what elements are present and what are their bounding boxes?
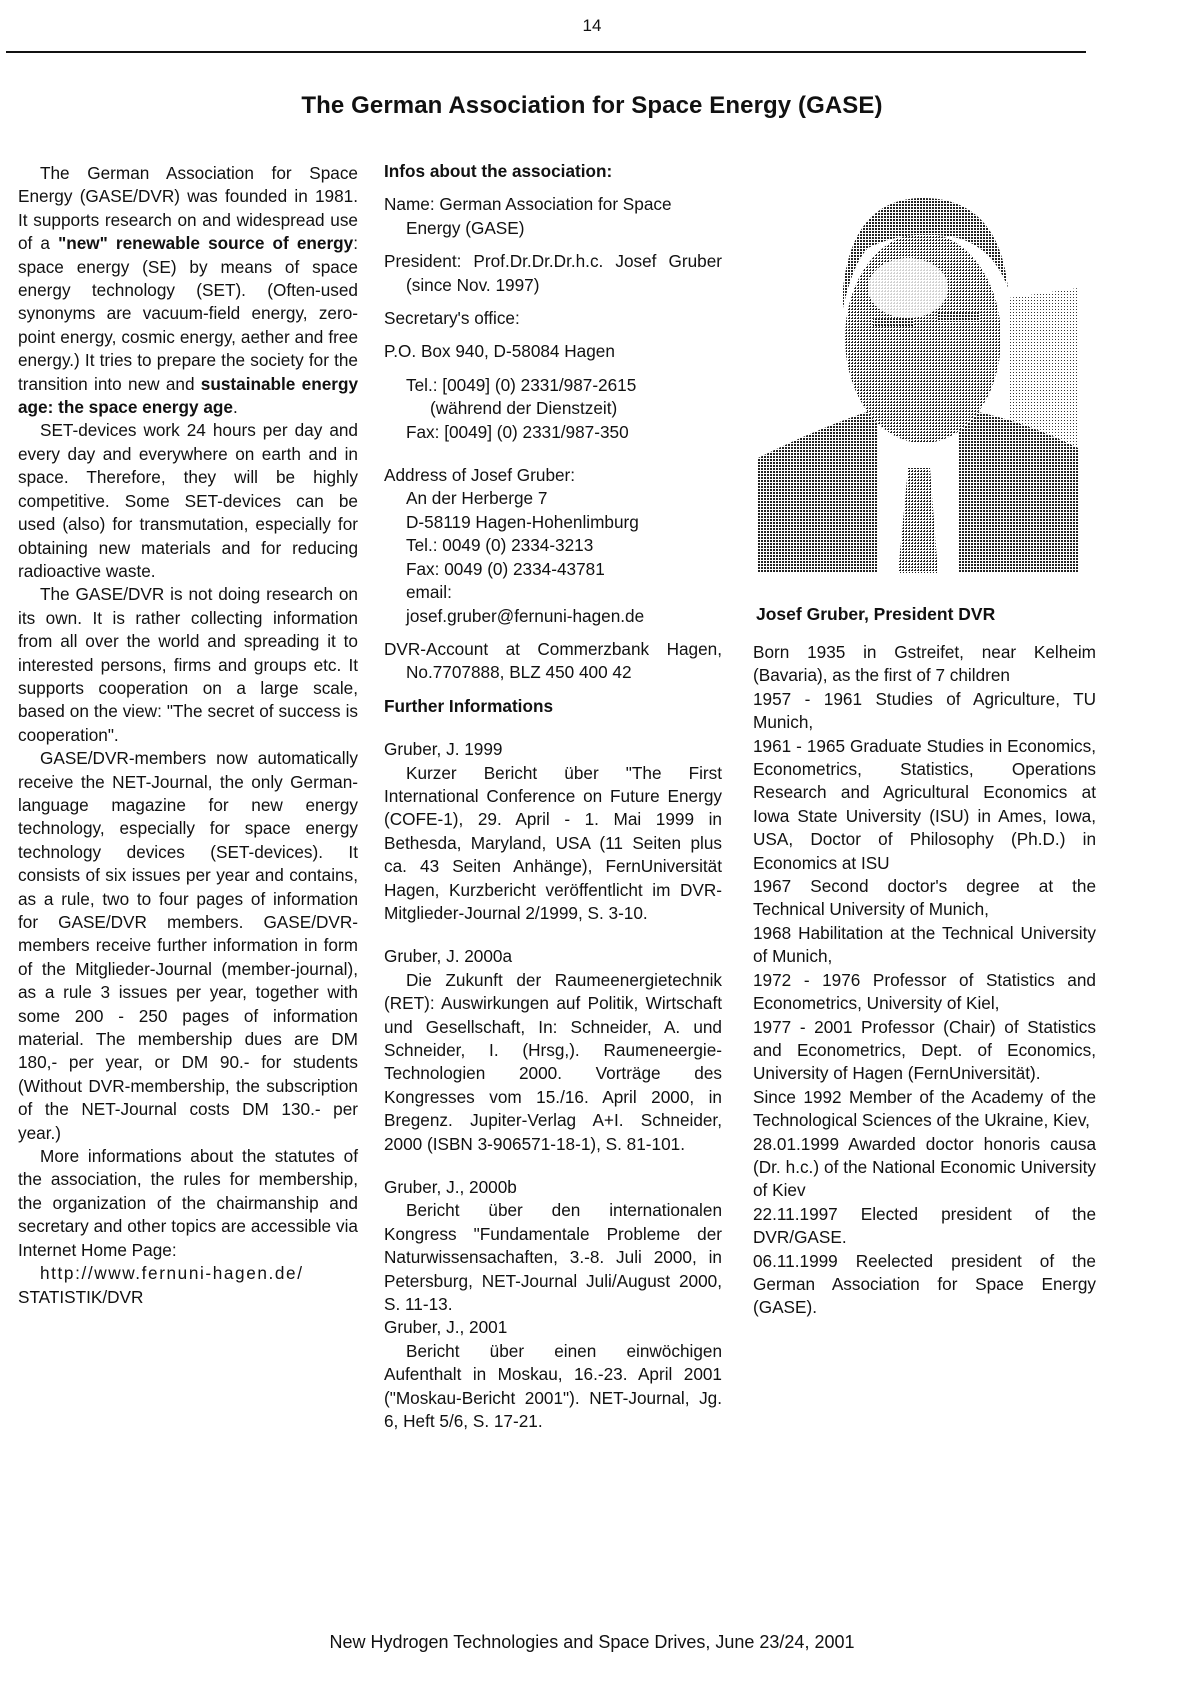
bio-entry: Since 1992 Member of the Academy of the Technological Sciences of the Ukraine, Kiev, bbox=[753, 1086, 1096, 1131]
members-paragraph: GASE/DVR-members now automatically receive the NET-Journal, the only German-language magazine for new energy technology, especially for space energy technology devices (SET-devices). It consists of six issues per year and contains, as a rule, two to four pages of information for GASE/DVR members. GASE/DVR-members receive further information in form of the Mitglieder-Journal (member-journal), as a rule 3 issues per year, together with some 200 - 250 pages of information material. The membership dues are DM 180,- per year, or DM 90.- for students (Without DVR-membership, the subscription of the NET-Journal costs DM 130.- per year.) bbox=[18, 748, 358, 1143]
address-city: D-58119 Hagen-Hohenlimburg bbox=[406, 511, 639, 532]
email-link[interactable]: josef.gruber@fernuni-hagen.de bbox=[406, 605, 645, 626]
photo-caption: Josef Gruber, President DVR bbox=[756, 604, 996, 624]
reference-text: Die Zukunft der Raumeenergietechnik (RET): Auswirkungen auf Politik, Wirtschaft und Gesellschaft, In: Schneider, A. und Schneider, I. (Hrsg,). Raumeneergie-Technologien 2000. Vorträge des Kongresses vom 15./16. April 2000, in Bregenz. Jupiter-Verlag A+I. Schneider, 2000 (ISBN 3-906571-18-1), S. 81-101. bbox=[384, 969, 722, 1154]
bio-entry: 06.11.1999 Reelected president of the German Association for Space Energy (GASE). bbox=[753, 1250, 1096, 1318]
page-title: The German Association for Space Energy (GASE) bbox=[301, 92, 883, 119]
research-paragraph: The GASE/DVR is not doing research on its own. It is rather collecting information from all over the world and spreading it to interested persons, firms and groups etc. It supports cooperation on a large scale, based on the view: "The secret of success is cooperation". bbox=[18, 584, 358, 745]
reference-text: Bericht über den internationalen Kongress "Fundamentale Probleme der Naturwissensachaften, 3.-8. Juli 2000, in Petersburg, NET-Journal Juli/August 2000, S. 11-13. bbox=[384, 1200, 722, 1315]
reference-author: Gruber, J., 2000b bbox=[384, 1177, 517, 1198]
intro-paragraph bbox=[18, 162, 358, 419]
bio-entry: 1957 - 1961 Studies of Agriculture, TU Munich, bbox=[753, 688, 1096, 733]
intro-bold-sustainable: sustainable energy age: the space energy age bbox=[18, 373, 359, 418]
reference-author: Gruber, J. 2000a bbox=[384, 946, 513, 967]
bio-entry: 28.01.1999 Awarded doctor honoris causa (Dr. h.c.) of the National Economic University of Kiev bbox=[753, 1133, 1096, 1201]
reference-text: Kurzer Bericht über "The First International Conference on Future Energy (COFE-1), 29. April - 1. Mai 1999 in Bethesda, Maryland, USA (11 Seiten plus ca. 43 Seiten Anhänge), FernUniversität Hagen, Kurzbericht veröffentlicht im DVR-Mitglieder-Journal 2/1999, S. 3-10. bbox=[384, 762, 722, 923]
office-tel: Tel.: [0049] (0) 2331/987-2615 bbox=[406, 374, 637, 395]
intro-text-a: The German Association for Space Energy (GASE/DVR) was founded in 1981. It supports research on and widespread use of a bbox=[18, 163, 358, 254]
bio-entry: Born 1935 in Gstreifet, near Kelheim (Bavaria), as the first of 7 children bbox=[753, 642, 1096, 686]
further-info-heading: Further Informations bbox=[384, 695, 554, 716]
homepage-url-line2[interactable]: STATISTIK/DVR bbox=[18, 1286, 144, 1307]
intro-bold-renewable: "new" renewable source of energy bbox=[58, 233, 354, 254]
bank-account: DVR-Account at Commerzbank Hagen, No.7707888, BLZ 450 400 42 bbox=[384, 638, 722, 683]
bio-entry: 1967 Second doctor's degree at the Technical University of Munich, bbox=[753, 876, 1096, 920]
email-label: email: bbox=[406, 582, 452, 603]
portrait-photo bbox=[758, 168, 1078, 573]
association-name: Name: German Association for Space Energy (GASE) bbox=[384, 194, 672, 238]
office-fax: Fax: [0049] (0) 2331/987-350 bbox=[406, 421, 629, 442]
reference-text: Bericht über einen einwöchigen Aufenthalt in Moskau, 16.-23. April 2001 ("Moskau-Bericht 2001"). NET-Journal, Jg. 6, Heft 5/6, S. 17-21. bbox=[384, 1340, 722, 1432]
homepage-url-line1[interactable]: http://www.fernuni-hagen.de/ bbox=[40, 1263, 304, 1284]
reference-author: Gruber, J. 1999 bbox=[384, 739, 503, 760]
address-street: An der Herberge 7 bbox=[406, 488, 548, 509]
more-info-paragraph: More informations about the statutes of the association, the rules for membership, the organization of the chairmanship and secretary and other topics are accessible via Internet Home Page: bbox=[18, 1146, 358, 1260]
association-president: President: Prof.Dr.Dr.Dr.h.c. Josef Gruber (since Nov. 1997) bbox=[384, 251, 722, 295]
page-footer: New Hydrogen Technologies and Space Drives, June 23/24, 2001 bbox=[329, 1632, 855, 1652]
portrait-image-icon bbox=[758, 168, 1078, 573]
office-tel-note: (während der Dienstzeit) bbox=[430, 398, 618, 419]
intro-text-c: : space energy (SE) by means of space energy technology (SET). (Often-used synonyms are vacuum-field energy, zero-point energy, cosmic energy, aether and free energy.) It tries to prepare the society for the transition into new and bbox=[18, 233, 358, 394]
address-fax: Fax: 0049 (0) 2334-43781 bbox=[406, 558, 605, 579]
secretary-label: Secretary's office: bbox=[384, 308, 520, 329]
bio-entry: 1972 - 1976 Professor of Statistics and Econometrics, University of Kiel, bbox=[753, 969, 1096, 1014]
infos-heading: Infos about the association: bbox=[384, 161, 613, 181]
bio-entry: 1977 - 2001 Professor (Chair) of Statistics and Econometrics, Dept. of Economics, University of Hagen (FernUniversität). bbox=[753, 1016, 1096, 1084]
biography bbox=[753, 641, 1096, 1320]
address-tel: Tel.: 0049 (0) 2334-3213 bbox=[406, 535, 594, 556]
bio-entry: 1961 - 1965 Graduate Studies in Economics, Econometrics, Statistics, Operations Research and Agricultural Economics at Iowa State University (ISU) in Ames, Iowa, USA, Doctor of Philosophy (Ph.D.) in Economics at ISU bbox=[753, 735, 1096, 873]
left-column bbox=[18, 162, 358, 1309]
header-rule bbox=[6, 51, 1086, 53]
address-label: Address of Josef Gruber: bbox=[384, 465, 576, 486]
bio-entry: 22.11.1997 Elected president of the DVR/GASE. bbox=[753, 1203, 1096, 1248]
intro-text-d: . bbox=[232, 397, 238, 418]
set-devices-paragraph: SET-devices work 24 hours per day and every day and everywhere on earth and in space. Therefore, they will be highly competitive. Some SET-devices can be used (also) for transmutation, especially for obtaining new materials and for reducing radioactive waste. bbox=[18, 420, 358, 581]
bio-entry: 1968 Habilitation at the Technical University of Munich, bbox=[753, 922, 1096, 967]
page-number: 14 bbox=[582, 16, 602, 35]
middle-column bbox=[384, 160, 722, 1434]
reference-author: Gruber, J., 2001 bbox=[384, 1317, 508, 1338]
po-box: P.O. Box 940, D-58084 Hagen bbox=[384, 341, 615, 362]
